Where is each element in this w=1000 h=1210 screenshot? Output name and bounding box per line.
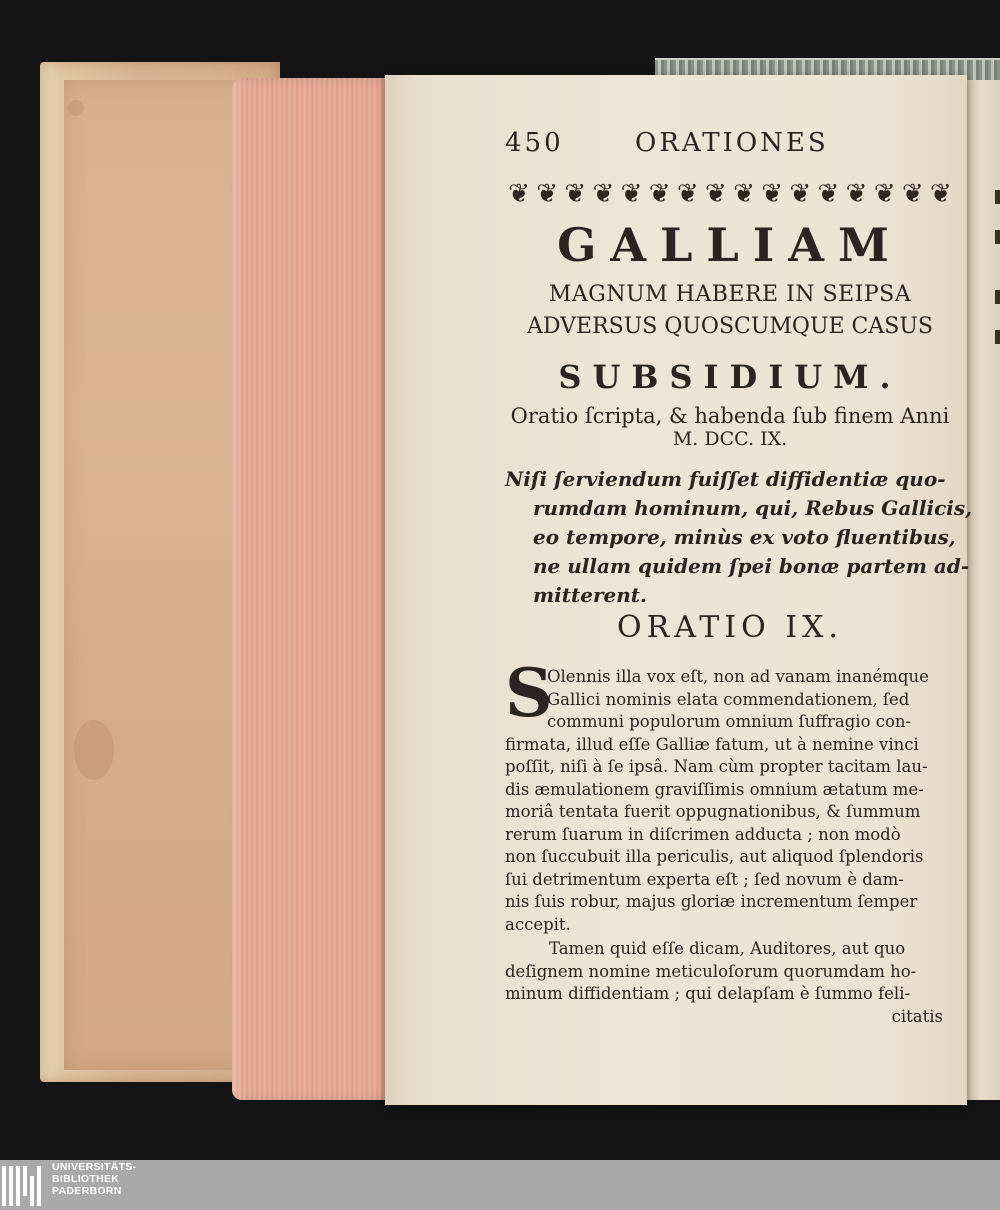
- cover-pastedown: [64, 80, 254, 1070]
- motto-line: ne ullam quidem ſpei bonæ partem ad-: [533, 554, 970, 578]
- ornament-glyph-icon: ❦: [508, 179, 530, 209]
- body-line: accepit.: [505, 914, 571, 934]
- facing-page-glyph: [995, 230, 1000, 244]
- library-logo-icon: [2, 1166, 46, 1206]
- motto-line: Niſi ſerviendum fuiſſet diffidentiæ quo-: [505, 467, 946, 491]
- running-header: [505, 128, 955, 164]
- ornament-glyph-icon: ❦: [873, 179, 896, 209]
- body-text: [505, 666, 953, 1028]
- ornament-glyph-icon: ❦: [592, 179, 615, 209]
- ornament-glyph-icon: ❦: [536, 179, 559, 209]
- library-footer: [0, 1160, 1000, 1210]
- body-line: dis æmulationem graviſſimis omnium ætatum me-: [505, 779, 924, 799]
- body-line: deſignem nomine meticuloſorum quorumdam ho-: [505, 961, 917, 981]
- facing-page-glyph: [995, 330, 1000, 344]
- ornament-glyph-icon: ❦: [564, 179, 587, 209]
- motto-block: [505, 465, 973, 610]
- ornament-glyph-icon: ❦: [733, 179, 755, 209]
- facing-page-glyph: [995, 290, 1000, 304]
- body-line: Gallici nominis elata commendationem, ſed: [547, 689, 910, 709]
- ornament-glyph-icon: ❦: [704, 179, 727, 209]
- page-number: 450: [505, 128, 564, 158]
- body-line: communi populorum omnium ſuffragio con-: [547, 712, 912, 731]
- title-line-3: ADVERSUS QUOSCUMQUE CASUS: [527, 314, 933, 339]
- motto-line: eo tempore, minùs ex voto fluentibus,: [533, 525, 956, 549]
- ornament-glyph-icon: ❦: [761, 179, 784, 209]
- date-line: M. DCC. IX.: [672, 428, 788, 450]
- body-line: poſſit, niſi à ſe ipsâ. Nam cùm propter tacitam lau-: [505, 757, 928, 776]
- ornament-glyph-icon: ❦: [901, 179, 924, 209]
- body-line: Tamen quid eſſe dicam, Auditores, aut quo: [549, 939, 906, 958]
- title-line-2: MAGNUM HABERE IN SEIPSA: [548, 282, 912, 307]
- body-line: non ſuccubuit illa periculis, aut aliquod ſplendoris: [505, 847, 924, 866]
- ornament-glyph-icon: ❦: [676, 179, 699, 209]
- body-line: firmata, illud eſſe Galliæ fatum, ut à nemine vinci: [505, 734, 919, 754]
- body-line: minum diffidentiam ; qui delapſam è ſummo feli-: [505, 984, 911, 1003]
- catchword: citatis: [891, 1006, 943, 1026]
- body-line: Olennis illa vox eſt, non ad vanam inanémque: [547, 667, 929, 686]
- title-subsidium: SUBSIDIUM.: [558, 358, 902, 396]
- title-main: GALLIAM: [557, 218, 903, 272]
- logo-line: PADERBORN: [52, 1185, 122, 1197]
- logo-line: BIBLIOTHEK: [52, 1173, 120, 1185]
- motto-line: rumdam hominum, qui, Rebus Gallicis,: [533, 496, 973, 520]
- motto-line: mitterent.: [533, 583, 647, 607]
- ornament-glyph-icon: ❦: [620, 179, 643, 209]
- drop-cap: S: [505, 654, 553, 732]
- subtitle: Oratio ſcripta, & habenda ſub finem Anni: [510, 404, 950, 428]
- body-line: ſui detrimentum experta eſt ; ſed novum è dam-: [505, 869, 904, 889]
- ornament-glyph-icon: ❦: [845, 179, 868, 209]
- ornament-glyph-icon: ❦: [648, 179, 671, 209]
- library-logo-text: [52, 1161, 136, 1197]
- ornament-band: [508, 178, 952, 210]
- body-line: moriâ tentata fuerit oppugnationibus, & ſummum: [505, 802, 921, 821]
- running-title: ORATIONES: [635, 128, 829, 158]
- ornament-glyph-icon: ❦: [789, 179, 812, 209]
- oration-heading: ORATIO IX.: [617, 610, 843, 645]
- body-line: rerum ſuarum in diſcrimen adducta ; non modò: [505, 824, 901, 844]
- body-line: nis ſuis robur, majus gloriæ incrementum ſemper: [505, 892, 918, 911]
- facing-page-glyph: [995, 190, 1000, 204]
- page-fore-edge: [232, 78, 392, 1100]
- ornament-glyph-icon: ❦: [817, 179, 840, 209]
- ornament-glyph-icon: ❦: [929, 179, 952, 209]
- logo-line: UNIVERSITÄTS-: [52, 1161, 137, 1173]
